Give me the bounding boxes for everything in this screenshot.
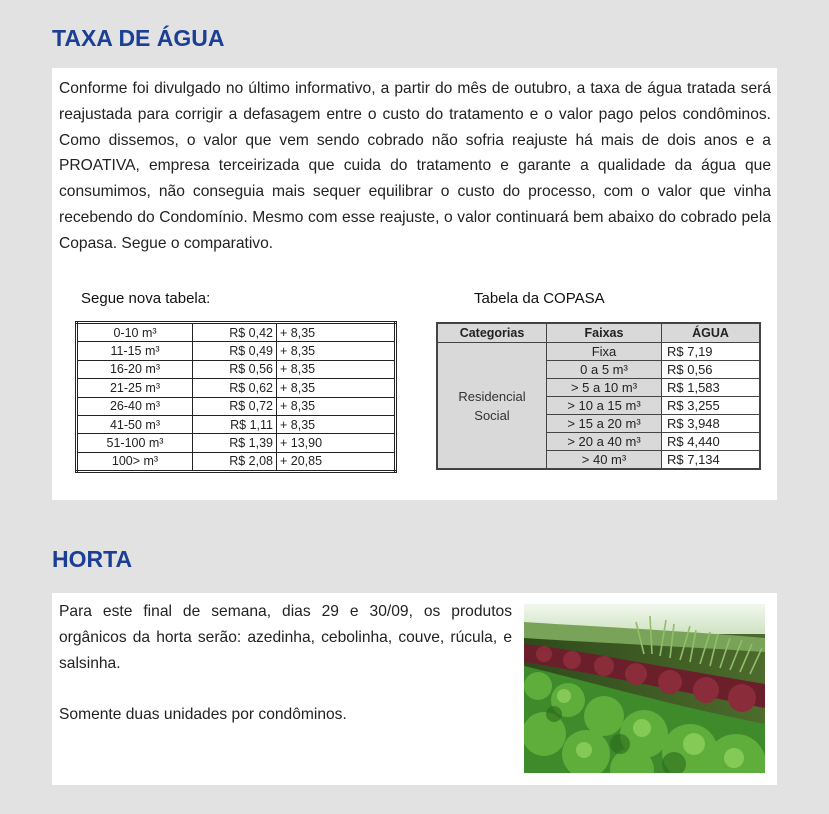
agua-cell: R$ 4,440 bbox=[662, 433, 761, 451]
faixa-cell: > 5 a 10 m³ bbox=[547, 379, 662, 397]
agua-cell: R$ 3,948 bbox=[662, 415, 761, 433]
extra-cell: + 8,35 bbox=[277, 323, 396, 342]
copasa-tabela-title: Tabela da COPASA bbox=[474, 290, 605, 307]
agua-cell: R$ 7,134 bbox=[662, 451, 761, 470]
range-cell: 0-10 m³ bbox=[77, 323, 193, 342]
extra-cell: + 8,35 bbox=[277, 379, 396, 397]
table-row bbox=[77, 452, 396, 471]
nova-tabela bbox=[75, 321, 397, 473]
price-cell: R$ 0,56 bbox=[193, 360, 277, 378]
taxa-paragraph: Conforme foi divulgado no último informativo, a partir do mês de outubro, a taxa de água tratada será reajustada para corrigir a defasagem entre o custo do tratamento e o valor pago pelos condôminos. Como dissemos, o valor que vem sendo cobrado não sofria reajuste há mais de dois anos e a PROATIVA, empresa terceirizada que cuida do tratamento e garante a qualidade da água que consumimos, não conseguia mais sequer equilibrar o custo do processo, com o valor que vinha recebendo do Condomínio. Mesmo com esse reajuste, o valor continuará bem abaixo do cobrado pela Copasa. Segue o comparativo. bbox=[59, 80, 771, 252]
extra-cell: + 8,35 bbox=[277, 397, 396, 415]
table-row bbox=[437, 343, 760, 361]
category-line1: Residencial bbox=[458, 388, 526, 404]
table-header-row bbox=[437, 323, 760, 343]
table-row bbox=[77, 323, 396, 342]
price-cell: R$ 0,72 bbox=[193, 397, 277, 415]
range-cell: 41-50 m³ bbox=[77, 415, 193, 433]
nova-tabela-title: Segue nova tabela: bbox=[81, 290, 211, 307]
horta-paragraph-2: Somente duas unidades por condôminos. bbox=[59, 706, 347, 723]
agua-cell: R$ 3,255 bbox=[662, 397, 761, 415]
horta-paragraph-1: Para este final de semana, dias 29 e 30/09, os produtos orgânicos da horta serão: azedinha, cebolinha, couve, rúcula, e salsinha. bbox=[59, 603, 512, 672]
header-agua: ÁGUA bbox=[662, 323, 761, 343]
table-row bbox=[77, 434, 396, 452]
range-cell: 21-25 m³ bbox=[77, 379, 193, 397]
header-faixas: Faixas bbox=[547, 323, 662, 343]
header-categorias: Categorias bbox=[437, 323, 547, 343]
faixa-cell: Fixa bbox=[547, 343, 662, 361]
faixa-cell: > 15 a 20 m³ bbox=[547, 415, 662, 433]
extra-cell: + 13,90 bbox=[277, 434, 396, 452]
range-cell: 100> m³ bbox=[77, 452, 193, 471]
category-line2: Social bbox=[474, 407, 510, 423]
faixa-cell: > 20 a 40 m³ bbox=[547, 433, 662, 451]
section-title-taxa: TAXA DE ÁGUA bbox=[52, 25, 225, 51]
price-cell: R$ 0,49 bbox=[193, 342, 277, 360]
range-cell: 16-20 m³ bbox=[77, 360, 193, 378]
table-row bbox=[77, 360, 396, 378]
price-cell: R$ 1,39 bbox=[193, 434, 277, 452]
faixa-cell: > 10 a 15 m³ bbox=[547, 397, 662, 415]
agua-cell: R$ 1,583 bbox=[662, 379, 761, 397]
range-cell: 26-40 m³ bbox=[77, 397, 193, 415]
faixa-cell: 0 a 5 m³ bbox=[547, 361, 662, 379]
table-row bbox=[77, 397, 396, 415]
vegetable-garden-image bbox=[524, 604, 765, 773]
extra-cell: + 8,35 bbox=[277, 415, 396, 433]
table-row bbox=[77, 379, 396, 397]
price-cell: R$ 0,42 bbox=[193, 323, 277, 342]
vegetable-garden-photo bbox=[524, 604, 765, 773]
price-cell: R$ 0,62 bbox=[193, 379, 277, 397]
section-title-horta: HORTA bbox=[52, 546, 133, 572]
table-row bbox=[77, 342, 396, 360]
range-cell: 51-100 m³ bbox=[77, 434, 193, 452]
table-row bbox=[77, 415, 396, 433]
extra-cell: + 8,35 bbox=[277, 360, 396, 378]
faixa-cell: > 40 m³ bbox=[547, 451, 662, 470]
extra-cell: + 8,35 bbox=[277, 342, 396, 360]
copasa-tabela bbox=[436, 322, 761, 470]
price-cell: R$ 1,11 bbox=[193, 415, 277, 433]
agua-cell: R$ 0,56 bbox=[662, 361, 761, 379]
price-cell: R$ 2,08 bbox=[193, 452, 277, 471]
extra-cell: + 20,85 bbox=[277, 452, 396, 471]
category-cell bbox=[437, 343, 547, 470]
range-cell: 11-15 m³ bbox=[77, 342, 193, 360]
agua-cell: R$ 7,19 bbox=[662, 343, 761, 361]
